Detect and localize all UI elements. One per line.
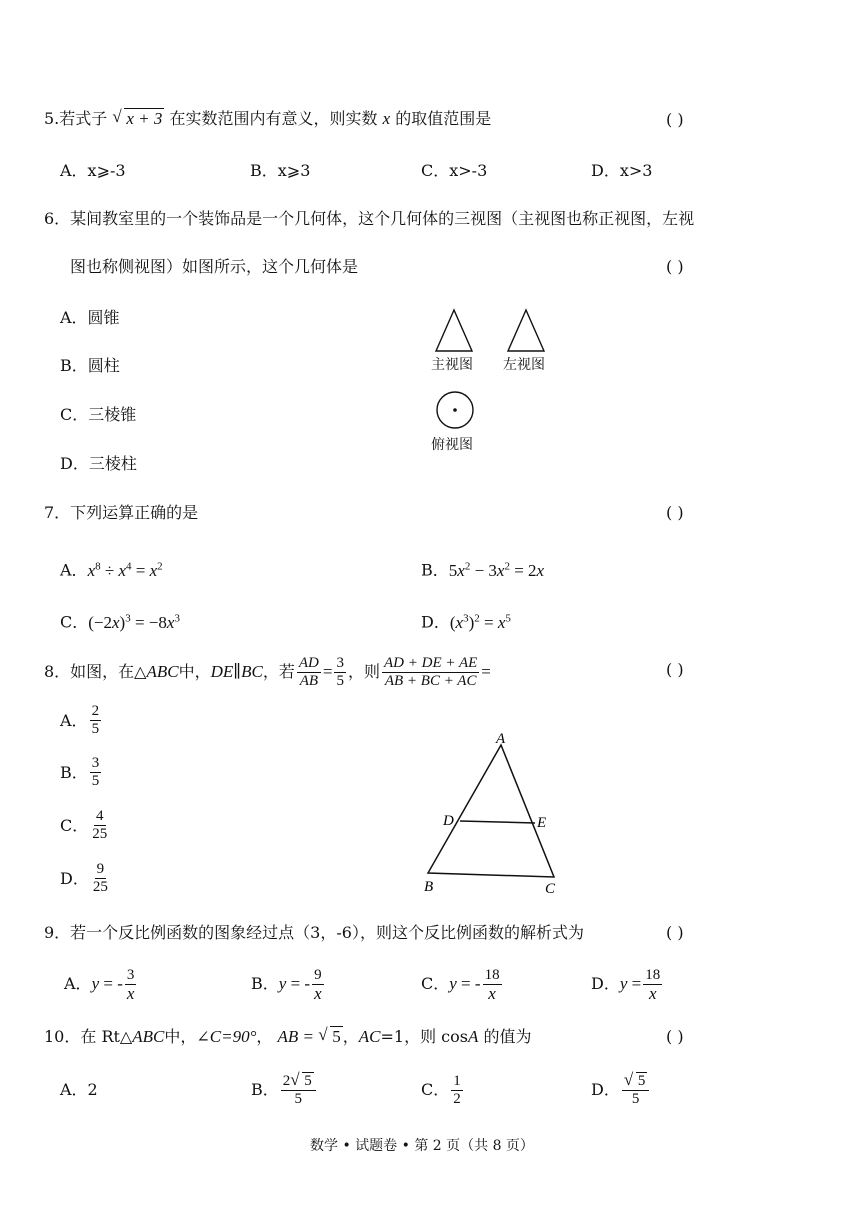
sqrt-expression: √ x + 3 xyxy=(112,107,163,128)
front-view-triangle xyxy=(436,310,472,351)
q5-option-a: A．x⩾-3 xyxy=(60,161,126,180)
q5-stem: 5.若式子 √ x + 3 在实数范围内有意义，则实数 x 的取值范围是 xyxy=(44,107,492,128)
answer-paren: ( ) xyxy=(666,110,684,129)
segment-de xyxy=(460,821,535,823)
q6-option-c: C．三棱锥 xyxy=(60,405,137,424)
answer-paren: ( ) xyxy=(666,503,684,522)
answer-paren: ( ) xyxy=(666,660,684,679)
q6-stem-line1: 6．某间教室里的一个装饰品是一个几何体，这个几何体的三视图（主视图也称正视图，左视 xyxy=(44,209,695,228)
point-a-label: A xyxy=(496,731,506,747)
side-view-triangle xyxy=(508,310,544,351)
q10-option-d: D． √ 5 5 xyxy=(591,1068,651,1112)
answer-paren: ( ) xyxy=(666,923,684,942)
q8-option-d: D． 9 25 xyxy=(60,861,108,895)
q7-option-c: C．$(-2x)^3 = -8x^3$ xyxy=(60,612,180,632)
q9-stem: 9．若一个反比例函数的图象经过点（3，-6），则这个反比例函数的解析式为 xyxy=(44,923,584,942)
answer-paren: ( ) xyxy=(666,1027,684,1046)
q8-option-b: B． 3 5 xyxy=(60,755,100,789)
triangle-abc xyxy=(428,745,554,877)
q10-option-b: B． 2 √ 5 5 xyxy=(251,1068,318,1112)
point-b-label: B xyxy=(424,879,434,895)
q9-option-b: B． y = - 9 x xyxy=(251,966,322,1003)
q5-option-d: D．x>3 xyxy=(591,161,653,180)
q7-option-b: B．$5x^2 - 3x^2 = 2x$ xyxy=(421,560,545,580)
q8-option-c: C． 4 25 xyxy=(60,808,108,842)
perimeter-ratio-fraction: $\frac{AD + DE + AE}{AB + BC + AC}$ xyxy=(384,654,478,689)
triangle-figure xyxy=(415,725,575,900)
q7-stem: 7．下列运算正确的是 xyxy=(44,503,199,522)
answer-paren: ( ) xyxy=(666,257,684,276)
q6-option-d: D．三棱柱 xyxy=(60,454,137,473)
three-views-figure xyxy=(420,305,570,455)
point-e-label: E xyxy=(537,815,547,831)
top-view-center-dot xyxy=(453,408,457,412)
q6-option-b: B．圆柱 xyxy=(60,356,120,375)
q10-option-c: C． 1 2 xyxy=(421,1072,461,1107)
q8-stem: 8．如图，在△ ABC 中， DE∥BC ，若 $\frac{AD}{AB}$ = $\frac{3}{5}$ ，则 $\frac{AD + DE + AE}{AB + BC + AC}$ = xyxy=(44,654,491,689)
q8-option-a: A． 2 5 xyxy=(60,703,100,737)
q9-option-a: A． y = - 3 x xyxy=(64,966,135,1003)
point-c-label: C xyxy=(545,881,556,897)
caption-top-view: 俯视图 xyxy=(431,437,473,453)
q7-option-a: A．$x^8 \div x^4 = x^2$ xyxy=(60,560,163,580)
page-footer: 数学 • 试题卷 • 第 2 页（共 8 页） xyxy=(310,1138,534,1154)
q6-stem-line2: 图也称侧视图）如图所示，这个几何体是 xyxy=(70,257,359,276)
q9-option-c: C． y = - 18 x xyxy=(421,966,500,1003)
q6-option-a: A．圆锥 xyxy=(60,308,120,327)
q9-option-d: D． y = $\frac{18}{x}$ xyxy=(591,966,661,1003)
ratio-value-fraction: $\frac{3}{5}$ xyxy=(336,654,344,689)
q7-option-d: D．$(x^3)^2 = x^5$ xyxy=(421,612,511,632)
q10-stem: 10．在 Rt△ABC中，∠C=90°， AB = √ 5 ，AC=1，则 cosA 的值为 xyxy=(44,1025,532,1046)
caption-side-view: 左视图 xyxy=(503,357,545,373)
q5-option-b: B．x⩾3 xyxy=(250,161,311,180)
ratio-fraction: $\frac{AD}{AB}$ xyxy=(298,654,319,689)
caption-front-view: 主视图 xyxy=(431,357,473,373)
point-d-label: D xyxy=(443,813,454,829)
q10-option-a: A．2 xyxy=(60,1080,98,1099)
q5-option-c: C．x>-3 xyxy=(421,161,488,180)
